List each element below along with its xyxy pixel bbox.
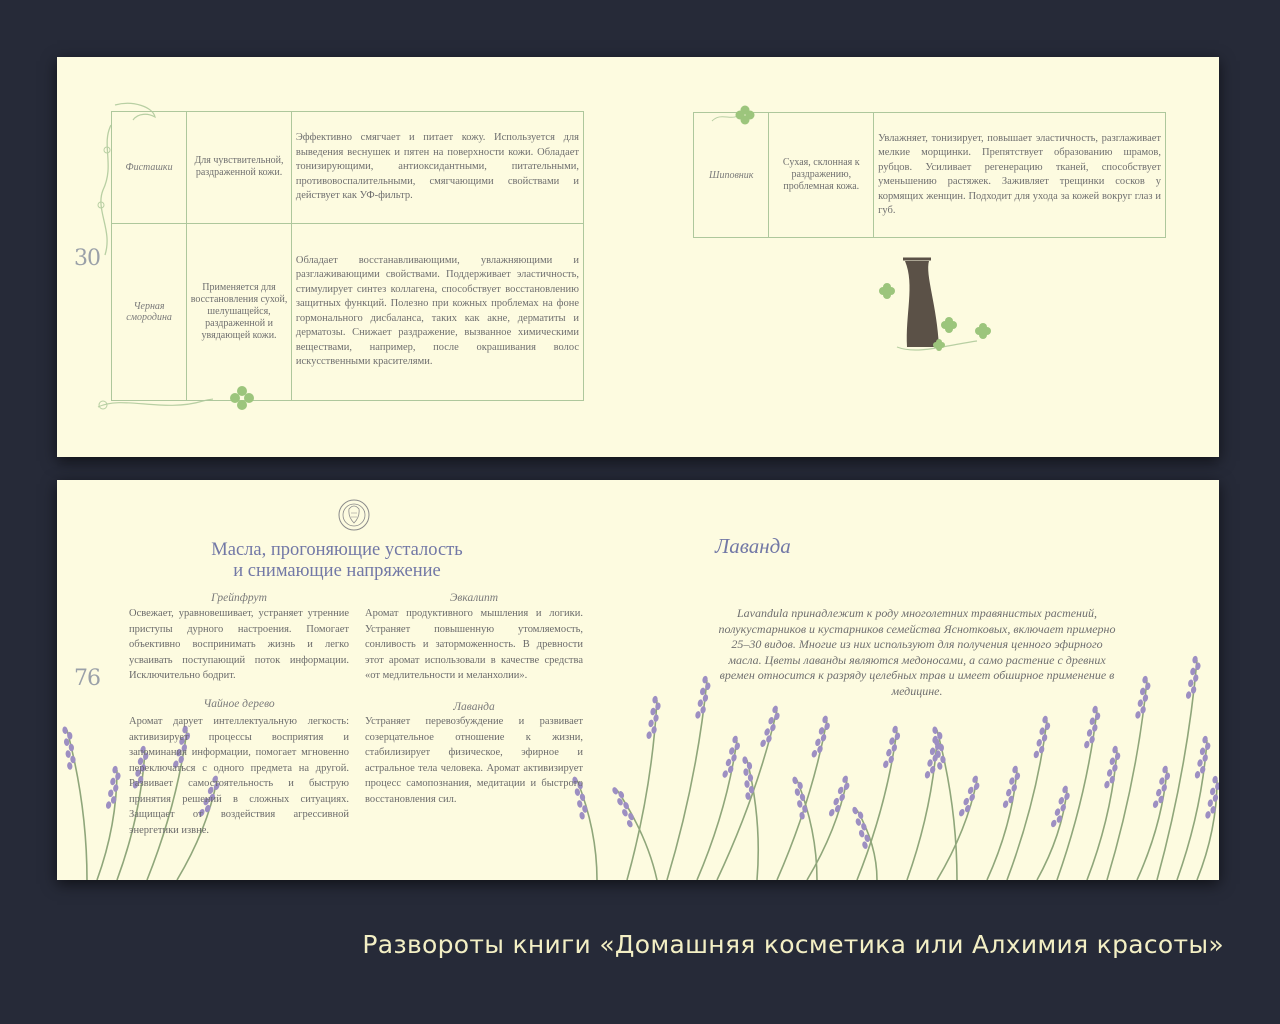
description-cell: Увлажняет, тонизирует, повышает эластичность, разглаживает мелкие морщинки. Препятствует образованию шрамов, рубцов. Усиливает регенерацию тканей, способствует уменьшению растяжек. Заживляет трещинки сосков у кормящих женщин. Подходит для ухода за кожей вокруг глаз и губ. <box>874 113 1166 238</box>
lavender-bud <box>108 789 114 797</box>
lavender-bud <box>1158 777 1165 786</box>
lavender-bud <box>1142 694 1149 702</box>
lavender-bud <box>1185 691 1191 699</box>
lavender-bud <box>1005 788 1012 797</box>
lavender-bud <box>115 772 121 780</box>
lavender-bud <box>855 818 862 827</box>
lavender-bud <box>732 735 739 744</box>
lavender-bud <box>1014 772 1021 781</box>
lavender-bud <box>1112 764 1119 773</box>
description-cell: Обладает восстанавливающими, увлажняющими и разглаживающими свойствами. Поддерживает эластичность, стимулирует синтез коллагена, способствует восстановлению защитных функций. Полезно при кожных проблемах на фоне гормонального дисбаланса, таких как акне, дерматиты и дерматозы. Снижает раздражение, вызванное химическими веществами, например, после окрашивания волос искусственными красителями. <box>291 223 583 401</box>
heading-line-2: и снимающие напряжение <box>233 561 441 581</box>
lavender-bud <box>1086 729 1093 738</box>
lavender-bud <box>1089 735 1096 744</box>
lavender-bud <box>65 750 71 758</box>
lavender-bud <box>695 711 702 719</box>
lavender-bud <box>799 811 806 819</box>
lavender-bud <box>1155 788 1162 797</box>
lavender-bud <box>843 782 851 791</box>
lavender-bud <box>1140 706 1147 714</box>
oil-name-cell: Черная смородина <box>112 223 187 401</box>
lavender-bud <box>1188 679 1194 687</box>
lavender-bud <box>973 782 981 791</box>
caption: Развороты книги «Домашняя косметика или Алхимия красоты» <box>362 930 1224 959</box>
lavender-bud <box>1212 794 1219 802</box>
lavender-bud <box>861 841 868 850</box>
lavender-bud <box>1109 757 1116 766</box>
lavender-bud <box>68 743 74 751</box>
lavender-bud <box>730 753 737 762</box>
lavender-stem <box>907 740 937 880</box>
lavender-bud <box>796 800 803 808</box>
lavender-bud <box>1083 740 1090 749</box>
lavender-bud <box>653 714 659 722</box>
lavender-stem <box>1177 740 1207 880</box>
lavender-bud <box>814 738 821 747</box>
lavender-title: Лаванда <box>715 534 791 558</box>
lavender-bud <box>725 758 732 767</box>
lavender-bud <box>1008 777 1015 786</box>
lavender-bud <box>892 725 899 734</box>
lavender-bud <box>811 749 818 758</box>
skin-type-cell: Сухая, склонная к раздражению, проблемная кожа. <box>769 113 874 238</box>
lavender-bud <box>1207 799 1214 807</box>
lavender-bud <box>821 715 828 724</box>
lavender-bud <box>891 744 898 753</box>
entry-text: Освежает, уравновешивает, устраняет утренние приступы дурного настроения. Помогает объективно воспринимать жизнь и легко усваивать поступающий поток информации. Исключительно бодрит. <box>129 608 349 681</box>
lavender-bud <box>828 808 836 817</box>
lavender-bud <box>1114 752 1121 761</box>
lavender-bud <box>962 797 970 806</box>
table-row <box>112 112 584 224</box>
lavender-bud <box>1137 699 1144 707</box>
oil-name-cell: Фисташки <box>112 112 187 224</box>
lavender-bud <box>1061 785 1068 794</box>
lavender-bud <box>702 694 709 702</box>
lavender-bud <box>1063 792 1070 801</box>
vase-illustration <box>877 255 1007 365</box>
clover-flower-icon <box>707 101 767 131</box>
table-row <box>694 113 1166 238</box>
lavender-bud <box>832 797 840 806</box>
entry-title: Эвкалипт <box>449 592 499 604</box>
lavender-bud <box>648 719 654 727</box>
lavender-bud <box>1152 800 1159 809</box>
lavender-bud <box>924 771 931 780</box>
lavender-bud <box>858 829 865 838</box>
lavender-bud <box>1038 745 1045 754</box>
lavender-bud <box>621 808 629 817</box>
entry-text: Устраняет перевозбуждение и развивает созерцательное отношение к жизни, стабилизирует физическое, эфирное и астральное тела человека. Аромат активизирует процесс самопознания, медитации и быстрого восстановления сил. <box>365 716 583 805</box>
entry-title: Чайное дерево <box>203 698 275 710</box>
entry-title: Грейпфрут <box>211 592 267 604</box>
lavender-bud <box>1036 738 1043 747</box>
lavender-bud <box>651 726 657 734</box>
lavender-bud <box>838 793 846 802</box>
lavender-bud <box>1106 769 1113 778</box>
lavender-bud <box>700 706 707 714</box>
lavender-bud <box>927 759 934 768</box>
lavender-bud <box>646 731 652 739</box>
lavender-bud <box>1214 782 1219 790</box>
lavender-intro: Lavandula принадлежит к роду многолетних травянистых растений, полукустарников и кустарников семейства Яснотковых, включает примерно 25–30 видов. Многие из них используют для получения ценного эфирного масла. Цветы лаванды являются медоносами, а само растение с древних времен относится к разряду целебных трав и имеет обширное применение в медицине. <box>718 606 1116 698</box>
lavender-bud <box>792 776 799 784</box>
lavender-bud <box>1205 811 1212 819</box>
lavender-bud <box>579 811 586 819</box>
lavender-bud <box>1161 784 1168 793</box>
lavender-bud <box>1104 780 1111 789</box>
lavender-bud <box>971 775 979 784</box>
lavender-bud <box>1011 784 1018 793</box>
lavender-stem <box>617 790 657 880</box>
lavender-bud <box>113 784 119 792</box>
lavender-stem <box>797 780 817 880</box>
lavender-bud <box>722 770 729 779</box>
lavender-bud <box>748 774 754 782</box>
entry-text: Аромат дарует интеллектуальную легкость: активизирует процессы восприятия и запоминания информации, помогает мгновенно переключаться с одного предмета на другой. Развивает самостоятельность и быструю принятия решений в сложных ситуациях. Защищает от воздействия агрессивной энергетики извне. <box>129 716 349 836</box>
lavender-bud <box>110 777 116 785</box>
lavender-bud <box>1041 734 1048 743</box>
lavender-bud <box>820 733 827 742</box>
oils-table-left <box>111 111 584 401</box>
entry-title: Лаванда <box>453 701 495 713</box>
lavender-bud <box>968 793 976 802</box>
lavender-bud <box>1091 724 1098 733</box>
lavender-bud <box>1054 808 1061 817</box>
lavender-bud <box>765 735 772 744</box>
oil-name-cell: Шиповник <box>694 113 769 238</box>
lavender-bud <box>697 699 704 707</box>
lavender-bud <box>1199 747 1206 756</box>
lavender-bud <box>816 745 823 754</box>
lavender-bud <box>763 728 770 737</box>
page-heading <box>157 540 517 582</box>
lavender-bud <box>1164 772 1171 781</box>
lavender-bud <box>771 705 778 714</box>
lavender-bud <box>759 739 766 748</box>
clover-flower-icon <box>227 383 257 413</box>
book-spread-bottom <box>57 480 1219 880</box>
emblem-medallion-icon <box>338 497 370 533</box>
lavender-bud <box>769 723 776 732</box>
lavender-bud <box>1033 750 1040 759</box>
lavender-bud <box>1002 800 1009 809</box>
lavender-bud <box>1050 819 1057 828</box>
lavender-bud <box>882 760 889 769</box>
heading-line-1: Масла, прогоняющие усталость <box>211 540 463 560</box>
entry-text: Аромат продуктивного мышления и логики. Устраняет повышенную утомляемость, сонливость и заторможенность. В древности этот аромат использовали в качестве средства «от медлительности и меланхолии». <box>365 608 583 681</box>
table-row <box>112 223 584 401</box>
lavender-bud <box>1194 771 1201 780</box>
lavender-bud <box>852 806 859 815</box>
book-spread-top <box>57 57 1219 457</box>
lavender-bud <box>1209 787 1216 795</box>
skin-type-cell: Для чувствительной, раздраженной кожи. <box>187 112 292 224</box>
lavender-bud <box>626 819 634 828</box>
lavender-bud <box>958 808 966 817</box>
skin-type-cell: Применяется для восстановления сухой, шелушащейся, раздраженной и увядающей кожи. <box>187 223 292 401</box>
page-number: 76 <box>74 666 100 691</box>
lavender-bud <box>929 747 936 756</box>
lavender-bud <box>1060 803 1067 812</box>
lavender-bud <box>937 762 943 770</box>
lavender-bud <box>743 768 749 776</box>
lavender-bud <box>744 780 750 788</box>
page-number: 30 <box>74 246 100 271</box>
lavender-bud <box>1058 796 1065 805</box>
lavender-stem <box>627 700 657 880</box>
lavender-bud <box>1204 742 1211 751</box>
lavender-bud <box>1197 759 1204 768</box>
lavender-bud <box>1190 686 1196 694</box>
lavender-bud <box>105 801 111 809</box>
lavender-bud <box>67 762 73 770</box>
lavender-bud <box>885 748 892 757</box>
description-cell: Эффективно смягчает и питает кожу. Используется для выведения веснушек и пятен на поверхности кожи. Обладает тонизирующими, антиоксидантными, питательными, противовоспалительными, смягчающими свойствами и действует как УФ-фильтр. <box>291 112 583 224</box>
lavender-bud <box>1202 754 1209 763</box>
lavender-bud <box>1135 711 1142 719</box>
lavender-bud <box>841 775 849 784</box>
lavender-bud <box>1193 674 1199 682</box>
